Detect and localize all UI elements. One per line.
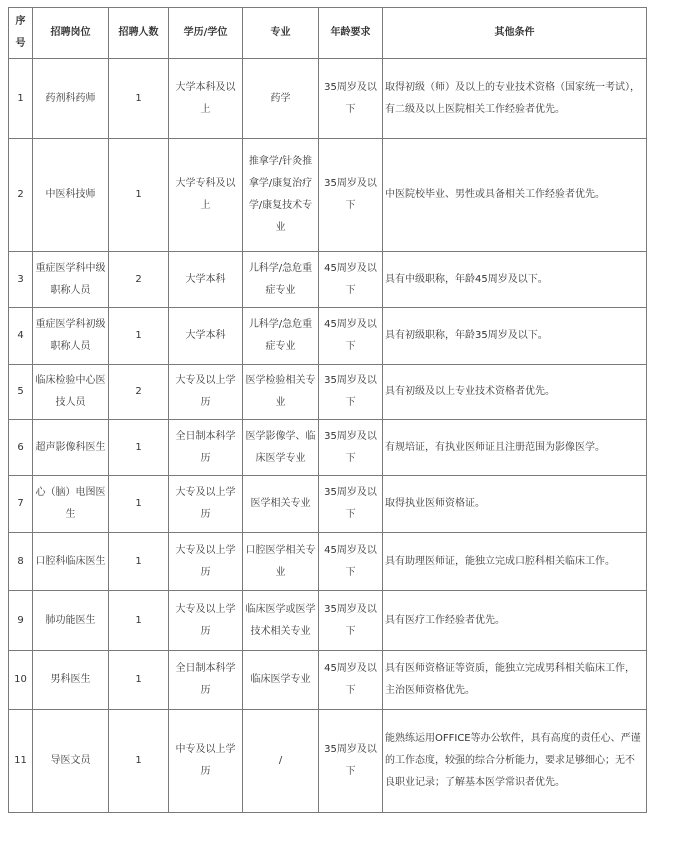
cell-position: 临床检验中心医技人员 bbox=[33, 365, 109, 420]
cell-age: 35周岁及以下 bbox=[319, 710, 383, 813]
cell-seq: 1 bbox=[9, 59, 33, 139]
cell-other: 具有初级及以上专业技术资格者优先。 bbox=[383, 365, 647, 420]
cell-education: 大专及以上学历 bbox=[169, 476, 243, 533]
cell-count: 2 bbox=[109, 365, 169, 420]
table-row bbox=[9, 139, 647, 252]
cell-seq: 9 bbox=[9, 591, 33, 651]
cell-seq: 7 bbox=[9, 476, 33, 533]
cell-age: 35周岁及以下 bbox=[319, 420, 383, 476]
cell-count: 1 bbox=[109, 591, 169, 651]
table-row bbox=[9, 365, 647, 420]
table-row bbox=[9, 651, 647, 710]
cell-other: 具有初级职称，年龄35周岁及以下。 bbox=[383, 308, 647, 365]
cell-major: 儿科学/急危重症专业 bbox=[243, 308, 319, 365]
recruitment-table bbox=[8, 7, 647, 813]
header-position: 招聘岗位 bbox=[33, 8, 109, 59]
header-age: 年龄要求 bbox=[319, 8, 383, 59]
cell-major: / bbox=[243, 710, 319, 813]
cell-age: 35周岁及以下 bbox=[319, 139, 383, 252]
cell-age: 45周岁及以下 bbox=[319, 533, 383, 591]
cell-other: 具有中级职称，年龄45周岁及以下。 bbox=[383, 252, 647, 308]
cell-count: 1 bbox=[109, 533, 169, 591]
cell-major: 临床医学或医学技术相关专业 bbox=[243, 591, 319, 651]
table-row bbox=[9, 59, 647, 139]
header-row bbox=[9, 8, 647, 59]
cell-count: 2 bbox=[109, 252, 169, 308]
cell-other: 具有医疗工作经验者优先。 bbox=[383, 591, 647, 651]
cell-age: 35周岁及以下 bbox=[319, 59, 383, 139]
cell-count: 1 bbox=[109, 476, 169, 533]
cell-major: 医学相关专业 bbox=[243, 476, 319, 533]
cell-major: 医学影像学、临床医学专业 bbox=[243, 420, 319, 476]
table-row bbox=[9, 533, 647, 591]
cell-education: 大学本科 bbox=[169, 252, 243, 308]
cell-major: 药学 bbox=[243, 59, 319, 139]
cell-age: 45周岁及以下 bbox=[319, 651, 383, 710]
cell-count: 1 bbox=[109, 710, 169, 813]
cell-other: 具有助理医师证，能独立完成口腔科相关临床工作。 bbox=[383, 533, 647, 591]
cell-count: 1 bbox=[109, 308, 169, 365]
cell-count: 1 bbox=[109, 59, 169, 139]
cell-position: 药剂科药师 bbox=[33, 59, 109, 139]
cell-seq: 5 bbox=[9, 365, 33, 420]
cell-position: 超声影像科医生 bbox=[33, 420, 109, 476]
cell-other: 具有医师资格证等资质，能独立完成男科相关临床工作，主治医师资格优先。 bbox=[383, 651, 647, 710]
cell-position: 男科医生 bbox=[33, 651, 109, 710]
cell-other: 中医院校毕业、男性或具备相关工作经验者优先。 bbox=[383, 139, 647, 252]
cell-major: 医学检验相关专业 bbox=[243, 365, 319, 420]
cell-seq: 11 bbox=[9, 710, 33, 813]
cell-count: 1 bbox=[109, 651, 169, 710]
cell-education: 大专及以上学历 bbox=[169, 533, 243, 591]
cell-other: 能熟练运用OFFICE等办公软件，具有高度的责任心、严谨的工作态度，较强的综合分析能力，要求足够细心；无不良职业记录；了解基本医学常识者优先。 bbox=[383, 710, 647, 813]
cell-age: 35周岁及以下 bbox=[319, 591, 383, 651]
table-row bbox=[9, 420, 647, 476]
cell-education: 全日制本科学历 bbox=[169, 420, 243, 476]
cell-age: 45周岁及以下 bbox=[319, 308, 383, 365]
cell-major: 推拿学/针灸推拿学/康复治疗学/康复技术专业 bbox=[243, 139, 319, 252]
header-seq: 序号 bbox=[9, 8, 33, 59]
cell-education: 大学本科及以上 bbox=[169, 59, 243, 139]
cell-seq: 4 bbox=[9, 308, 33, 365]
cell-position: 口腔科临床医生 bbox=[33, 533, 109, 591]
cell-education: 大专及以上学历 bbox=[169, 591, 243, 651]
cell-education: 大学本科 bbox=[169, 308, 243, 365]
cell-education: 全日制本科学历 bbox=[169, 651, 243, 710]
cell-count: 1 bbox=[109, 139, 169, 252]
table-row bbox=[9, 252, 647, 308]
table-row bbox=[9, 710, 647, 813]
cell-age: 35周岁及以下 bbox=[319, 476, 383, 533]
cell-other: 有规培证，有执业医师证且注册范围为影像医学。 bbox=[383, 420, 647, 476]
cell-seq: 3 bbox=[9, 252, 33, 308]
cell-position: 重症医学科中级职称人员 bbox=[33, 252, 109, 308]
cell-age: 35周岁及以下 bbox=[319, 365, 383, 420]
cell-age: 45周岁及以下 bbox=[319, 252, 383, 308]
header-other: 其他条件 bbox=[383, 8, 647, 59]
table-row bbox=[9, 308, 647, 365]
cell-position: 重症医学科初级职称人员 bbox=[33, 308, 109, 365]
cell-seq: 2 bbox=[9, 139, 33, 252]
cell-major: 儿科学/急危重症专业 bbox=[243, 252, 319, 308]
cell-seq: 10 bbox=[9, 651, 33, 710]
cell-other: 取得初级（师）及以上的专业技术资格（国家统一考试），有二级及以上医院相关工作经验者优先。 bbox=[383, 59, 647, 139]
cell-count: 1 bbox=[109, 420, 169, 476]
cell-seq: 6 bbox=[9, 420, 33, 476]
header-count: 招聘人数 bbox=[109, 8, 169, 59]
cell-other: 取得执业医师资格证。 bbox=[383, 476, 647, 533]
cell-major: 口腔医学相关专业 bbox=[243, 533, 319, 591]
cell-education: 大专及以上学历 bbox=[169, 365, 243, 420]
table-row bbox=[9, 591, 647, 651]
cell-major: 临床医学专业 bbox=[243, 651, 319, 710]
cell-position: 肺功能医生 bbox=[33, 591, 109, 651]
header-education: 学历/学位 bbox=[169, 8, 243, 59]
table-row bbox=[9, 476, 647, 533]
cell-position: 导医文员 bbox=[33, 710, 109, 813]
cell-education: 中专及以上学历 bbox=[169, 710, 243, 813]
cell-education: 大学专科及以上 bbox=[169, 139, 243, 252]
header-major: 专业 bbox=[243, 8, 319, 59]
cell-seq: 8 bbox=[9, 533, 33, 591]
cell-position: 心（脑）电图医生 bbox=[33, 476, 109, 533]
cell-position: 中医科技师 bbox=[33, 139, 109, 252]
